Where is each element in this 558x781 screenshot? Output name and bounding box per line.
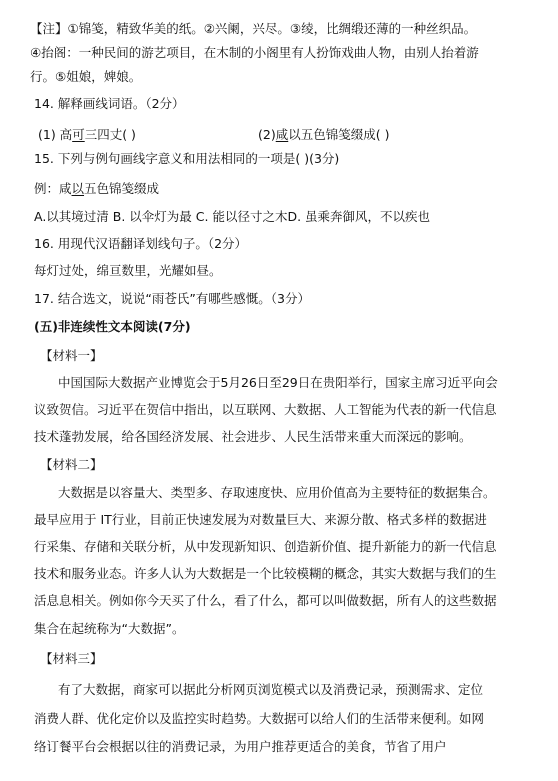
question-14-item-1 bbox=[38, 126, 136, 144]
section-5-heading: (五)非连续性文本阅读(7分) bbox=[34, 319, 191, 334]
material-1-label: 【材料一】 bbox=[40, 348, 103, 363]
example-underlined: 以 bbox=[71, 181, 85, 196]
item-2-underlined: 咸 bbox=[275, 127, 289, 142]
note-line-3: 行。⑤姐娘，婢娘。 bbox=[30, 69, 142, 84]
material-2-line-5: 活息息相关。例如你今天买了什么，看了什么，都可以叫做数据，所有人的这些数据 bbox=[34, 593, 497, 608]
note-line-1: 【注】①锦笺，精致华美的纸。②兴阑，兴尽。③绫，比绸缎还薄的一种丝织品。 bbox=[30, 21, 477, 36]
question-14-title: 14. 解释画线词语。（2分） bbox=[34, 96, 185, 111]
question-14-item-2 bbox=[258, 126, 389, 144]
material-2-line-1: 大数据是以容量大、类型多、存取速度快、应用价值高为主要特征的数据集合。 bbox=[58, 485, 496, 500]
material-1-line-1: 中国国际大数据产业博览会于5月26日至29日在贵阳举行，国家主席习近平向会 bbox=[58, 375, 498, 390]
example-suffix: 五色锦笺缀成 bbox=[84, 181, 160, 196]
question-15-example bbox=[34, 180, 159, 198]
material-2-line-2: 最早应用于 IT行业，目前正快速发展为对数量巨大、来源分散、格式多样的数据进 bbox=[34, 512, 487, 527]
question-16-title: 16. 用现代汉语翻译划线句子。（2分） bbox=[34, 236, 248, 251]
item-1-prefix: (1) 高 bbox=[38, 127, 73, 142]
material-1-line-2: 议致贺信。习近平在贺信中指出，以互联网、大数据、人工智能为代表的新一代信息 bbox=[34, 402, 497, 417]
material-3-line-3: 络订餐平台会根据以往的消费记录，为用户推荐更适合的美食，节省了用户 bbox=[34, 739, 447, 754]
item-2-prefix: (2) bbox=[258, 127, 276, 142]
material-2-line-6: 集合在起统称为“大数据”。 bbox=[34, 621, 185, 636]
item-1-underlined: 可 bbox=[72, 127, 85, 142]
material-2-line-3: 行采集、存储和关联分析，从中发现新知识、创造新价值、提升新能力的新一代信息 bbox=[34, 539, 497, 554]
question-15-options: A.以其境过清 B. 以伞灯为最 C. 能以径寸之木D. 虽乘奔御风，不以疾也 bbox=[34, 209, 431, 224]
material-1-line-3: 技术蓬勃发展，给各国经济发展、社会进步、人民生活带来重大而深远的影响。 bbox=[34, 429, 472, 444]
material-3-line-1: 有了大数据，商家可以据此分析网页浏览模式以及消费记录，预测需求、定位 bbox=[58, 682, 484, 697]
item-1-suffix: 三四丈( ) bbox=[84, 127, 136, 142]
note-line-2: ④抬阁：一种民间的游艺项目，在木制的小阁里有人扮饰戏曲人物，由别人抬着游 bbox=[30, 45, 479, 60]
material-2-label: 【材料二】 bbox=[40, 457, 103, 472]
item-2-suffix: 以五色锦笺缀成( ) bbox=[288, 127, 390, 142]
material-2-line-4: 技术和服务业态。许多人认为大数据是一个比较模糊的概念，其实大数据与我们的生 bbox=[34, 566, 497, 581]
question-15-title: 15. 下列与例句画线字意义和用法相同的一项是( )(3分) bbox=[34, 151, 340, 166]
example-prefix: 例：咸 bbox=[34, 181, 72, 196]
question-16-sentence: 每灯过处，绵亘数里，光耀如昼。 bbox=[34, 263, 222, 278]
material-3-line-2: 消费人群、优化定价以及监控实时趋势。大数据可以给人们的生活带来便利。如网 bbox=[34, 711, 485, 726]
material-3-label: 【材料三】 bbox=[40, 651, 103, 666]
question-17-title: 17. 结合选文，说说“雨苍氏”有哪些感慨。（3分） bbox=[34, 291, 311, 306]
